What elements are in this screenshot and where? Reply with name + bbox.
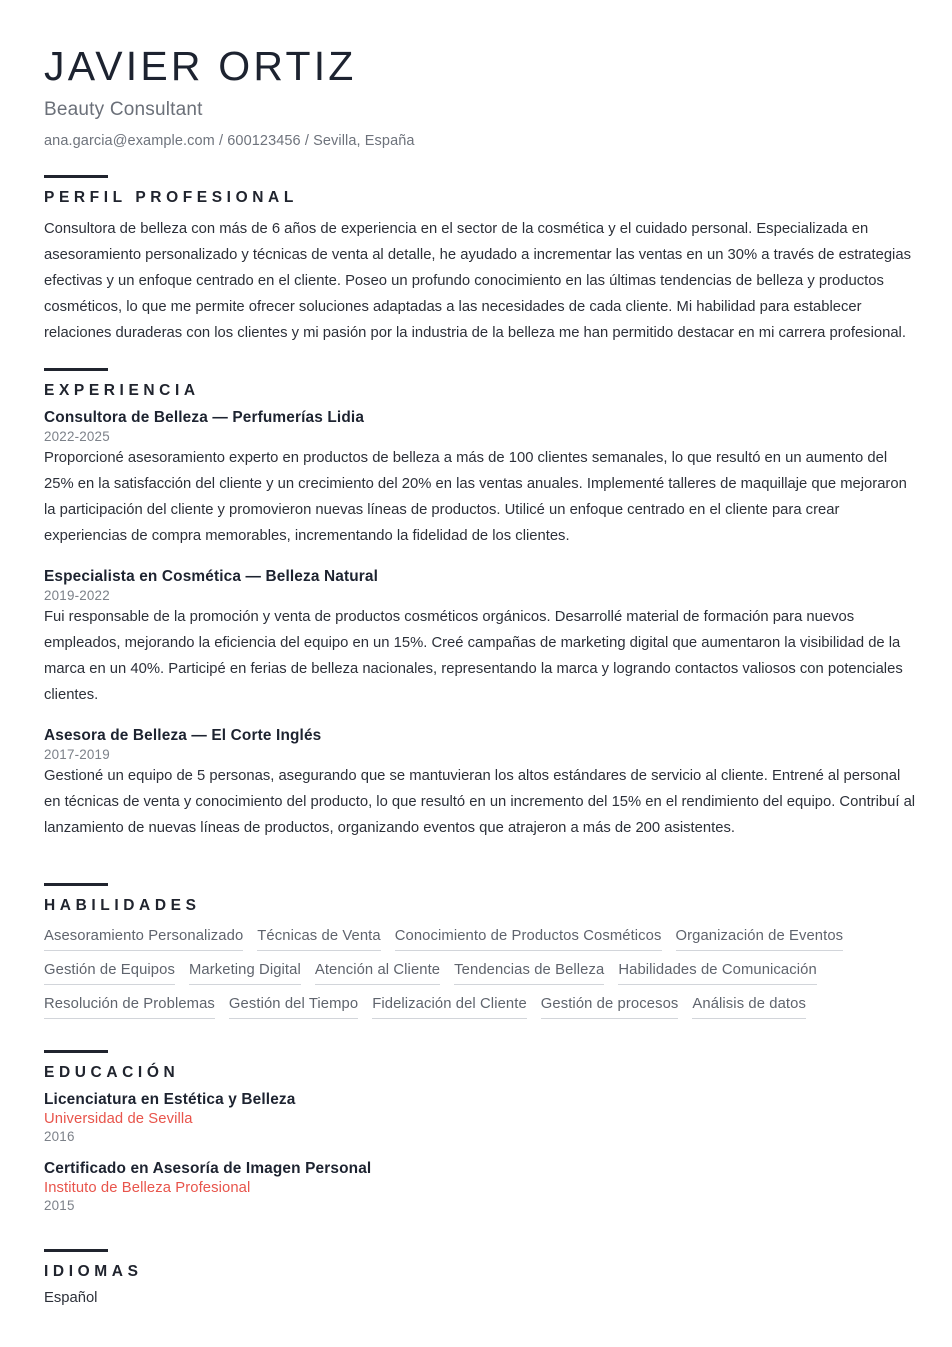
education-year: 2015 <box>44 1198 75 1214</box>
skill-tag: Técnicas de Venta <box>257 924 380 951</box>
skills-list <box>44 924 874 1026</box>
education-entry <box>44 1160 920 1213</box>
resume-header <box>44 44 920 149</box>
experience-description: Gestioné un equipo de 5 personas, asegurando que se mantuvieran los altos estándares de servicio al cliente. Entrené al personal en técnicas de venta y conocimiento del producto, lo que resultó en un incremento del 15% en el rendimiento del equipo. Contribuí al lanzamiento de nuevas líneas de productos, organizando eventos que atrajeron a más de 200 asistentes. <box>44 768 916 837</box>
experience-description: Fui responsable de la promoción y venta de productos cosméticos orgánicos. Desarrollé material de formación para nuevos empleados, mejorando la eficiencia del equipo en un 15%. Creé campañas de marketing digital que aumentaron la visibilidad de la marca en un 40%. Participé en ferias de belleza nacionales, representando la marca y logrando contactos valiosos con potenciales clientes. <box>44 609 903 704</box>
section-title-education: EDUCACIÓN <box>44 1064 180 1082</box>
education-degree: Licenciatura en Estética y Belleza <box>44 1091 296 1109</box>
skill-tag: Organización de Eventos <box>676 924 844 951</box>
education-degree: Certificado en Asesoría de Imagen Personal <box>44 1160 372 1178</box>
education-entry <box>44 1091 920 1144</box>
contact-line: ana.garcia@example.com / 600123456 / Sevilla, España <box>44 133 415 150</box>
candidate-headline: Beauty Consultant <box>44 99 203 121</box>
education-school: Universidad de Sevilla <box>44 1111 193 1128</box>
skill-tag: Análisis de datos <box>692 992 806 1019</box>
skill-tag: Asesoramiento Personalizado <box>44 924 243 951</box>
experience-date: 2019-2022 <box>44 588 110 604</box>
section-title-skills: HABILIDADES <box>44 897 201 915</box>
section-title-experience: EXPERIENCIA <box>44 382 200 400</box>
profile-text: Consultora de belleza con más de 6 años de experiencia en el sector de la cosmética y el cuidado personal. Especializada en asesoramiento personalizado y técnicas de venta al detalle, he ayudado a incrementar las ventas en un 30% a través de estrategias efectivas y un enfoque centrado en el cliente. Poseo un profundo conocimiento en las últimas tendencias de belleza y productos cosméticos, lo que me permite ofrecer soluciones adaptadas a las necesidades de cada cliente. Mi habilidad para establecer relaciones duraderas con los clientes y mi pasión por la industria de la belleza me han permitido destacar en mi carrera profesional. <box>44 221 911 342</box>
experience-title: Especialista en Cosmética — Belleza Natural <box>44 568 379 586</box>
education-school: Instituto de Belleza Profesional <box>44 1180 251 1197</box>
section-rule <box>44 1249 108 1252</box>
skill-tag: Gestión del Tiempo <box>229 992 358 1019</box>
education-year: 2016 <box>44 1129 75 1145</box>
skill-tag: Atención al Cliente <box>315 958 440 985</box>
skill-tag: Conocimiento de Productos Cosméticos <box>395 924 662 951</box>
section-title-languages: IDIOMAS <box>44 1263 143 1281</box>
section-rule <box>44 175 108 178</box>
skill-tag: Tendencias de Belleza <box>454 958 604 985</box>
skill-tag: Gestión de Equipos <box>44 958 175 985</box>
skill-tag: Gestión de procesos <box>541 992 679 1019</box>
section-rule <box>44 368 108 371</box>
skill-tag: Marketing Digital <box>189 958 301 985</box>
skill-tag: Habilidades de Comunicación <box>618 958 816 985</box>
section-profile <box>44 175 920 346</box>
experience-title: Asesora de Belleza — El Corte Inglés <box>44 727 322 745</box>
section-education <box>44 1050 920 1213</box>
section-skills <box>44 883 920 1026</box>
section-rule <box>44 883 108 886</box>
skill-tag: Resolución de Problemas <box>44 992 215 1019</box>
experience-date: 2017-2019 <box>44 747 110 763</box>
experience-title: Consultora de Belleza — Perfumerías Lidia <box>44 409 365 427</box>
section-rule <box>44 1050 108 1053</box>
experience-entry <box>44 568 920 708</box>
experience-description: Proporcioné asesoramiento experto en productos de belleza a más de 100 clientes semanales, lo que resultó en un aumento del 25% en la satisfacción del cliente y un crecimiento del 20% en las ventas anuales. Implementé talleres de maquillaje que mejoraron la participación del cliente y promovieron nuevas líneas de productos. Utilicé un enfoque centrado en el cliente para crear experiencias de compra memorables, incrementando la fidelidad de los clientes. <box>44 450 907 545</box>
section-title-profile: PERFIL PROFESIONAL <box>44 189 298 207</box>
section-languages <box>44 1249 920 1306</box>
language-item: Español <box>44 1290 98 1307</box>
section-experience <box>44 368 920 841</box>
skill-tag: Fidelización del Cliente <box>372 992 527 1019</box>
experience-entry <box>44 409 920 549</box>
experience-entry <box>44 727 920 841</box>
candidate-name: JAVIER ORTIZ <box>44 43 357 89</box>
experience-date: 2022-2025 <box>44 429 110 445</box>
